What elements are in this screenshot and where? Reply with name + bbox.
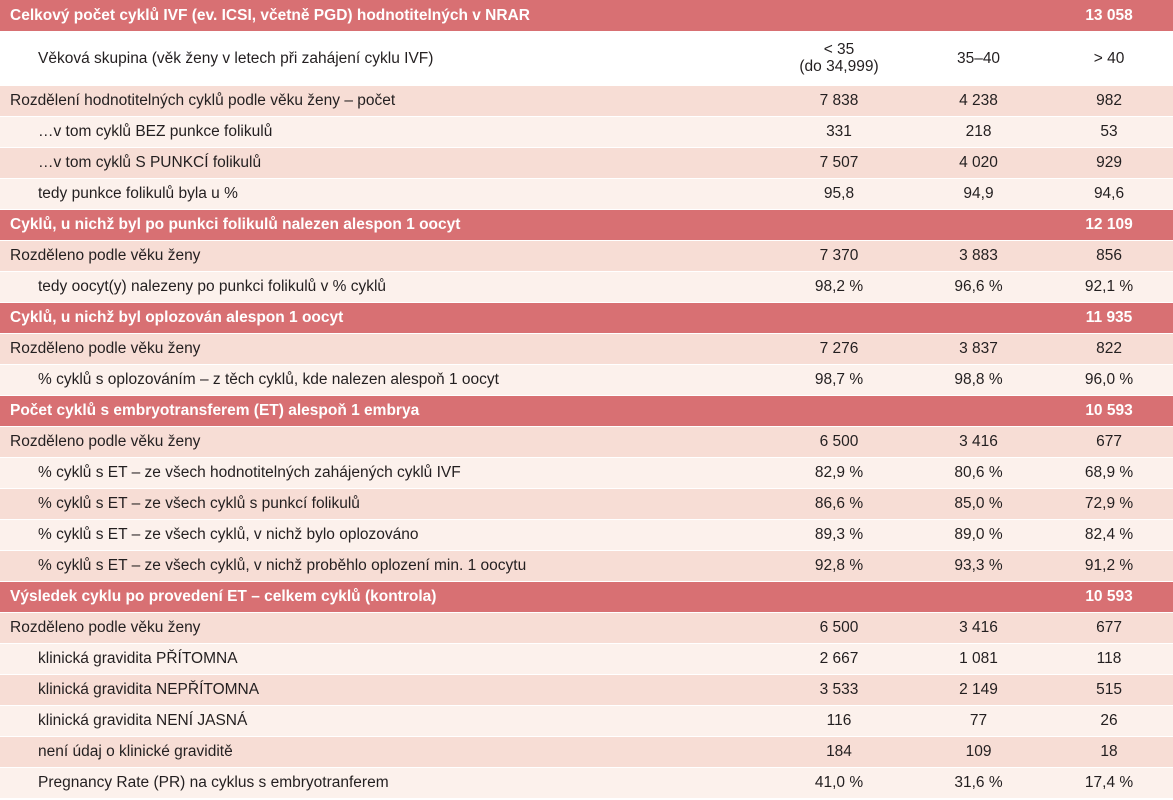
section-header-row (0, 395, 1173, 426)
value-under-35: 41,0 % (766, 767, 912, 798)
value-under-35: 98,2 % (766, 271, 912, 302)
table-row (0, 333, 1173, 364)
row-label: …v tom cyklů BEZ punkce folikulů (0, 116, 766, 147)
value-over-40: 18 (1045, 736, 1173, 767)
row-label: Rozděleno podle věku ženy (0, 426, 766, 457)
value-under-35: 331 (766, 116, 912, 147)
row-label: Rozděleno podle věku ženy (0, 333, 766, 364)
value-under-35: 184 (766, 736, 912, 767)
section-total: 10 593 (1045, 395, 1173, 426)
table-row (0, 736, 1173, 767)
table-row (0, 705, 1173, 736)
value-over-40: 677 (1045, 612, 1173, 643)
value-over-40: 94,6 (1045, 178, 1173, 209)
table-row (0, 612, 1173, 643)
age-group-over-40: > 40 (1045, 31, 1173, 85)
row-label: tedy oocyt(y) nalezeny po punkci folikulů v % cyklů (0, 271, 766, 302)
age-group-row (0, 31, 1173, 85)
value-over-40: 929 (1045, 147, 1173, 178)
section-header-row (0, 302, 1173, 333)
value-over-40: 118 (1045, 643, 1173, 674)
value-under-35: 86,6 % (766, 488, 912, 519)
table-row (0, 147, 1173, 178)
value-under-35: 7 507 (766, 147, 912, 178)
value-under-35: 89,3 % (766, 519, 912, 550)
row-label: klinická gravidita NEPŘÍTOMNA (0, 674, 766, 705)
table-row (0, 240, 1173, 271)
table-row (0, 643, 1173, 674)
value-35-40: 85,0 % (912, 488, 1045, 519)
section-title: Výsledek cyklu po provedení ET – celkem cyklů (kontrola) (0, 581, 1045, 612)
age-group-35-40: 35–40 (912, 31, 1045, 85)
value-over-40: 856 (1045, 240, 1173, 271)
value-over-40: 26 (1045, 705, 1173, 736)
table-row (0, 116, 1173, 147)
section-total: 12 109 (1045, 209, 1173, 240)
row-label: % cyklů s oplozováním – z těch cyklů, kde nalezen alespoň 1 oocyt (0, 364, 766, 395)
value-over-40: 982 (1045, 85, 1173, 116)
value-over-40: 72,9 % (1045, 488, 1173, 519)
value-35-40: 89,0 % (912, 519, 1045, 550)
row-label: Pregnancy Rate (PR) na cyklus s embryotranferem (0, 767, 766, 798)
value-35-40: 4 238 (912, 85, 1045, 116)
value-35-40: 98,8 % (912, 364, 1045, 395)
row-label: % cyklů s ET – ze všech cyklů, v nichž bylo oplozováno (0, 519, 766, 550)
value-35-40: 2 149 (912, 674, 1045, 705)
value-35-40: 3 837 (912, 333, 1045, 364)
value-under-35: 7 370 (766, 240, 912, 271)
row-label: Rozděleno podle věku ženy (0, 240, 766, 271)
value-over-40: 92,1 % (1045, 271, 1173, 302)
value-under-35: 92,8 % (766, 550, 912, 581)
table-row (0, 457, 1173, 488)
value-under-35: 7 838 (766, 85, 912, 116)
value-35-40: 109 (912, 736, 1045, 767)
value-35-40: 94,9 (912, 178, 1045, 209)
row-label: klinická gravidita PŘÍTOMNA (0, 643, 766, 674)
value-under-35: 6 500 (766, 426, 912, 457)
value-under-35: 2 667 (766, 643, 912, 674)
value-over-40: 53 (1045, 116, 1173, 147)
table-row (0, 178, 1173, 209)
age-group-under-35-line2: (do 34,999) (799, 58, 879, 75)
age-group-under-35 (766, 31, 912, 85)
value-over-40: 96,0 % (1045, 364, 1173, 395)
row-label: Rozdělení hodnotitelných cyklů podle věku ženy – počet (0, 85, 766, 116)
value-under-35: 6 500 (766, 612, 912, 643)
value-over-40: 17,4 % (1045, 767, 1173, 798)
row-label: tedy punkce folikulů byla u % (0, 178, 766, 209)
value-under-35: 116 (766, 705, 912, 736)
value-over-40: 677 (1045, 426, 1173, 457)
value-over-40: 822 (1045, 333, 1173, 364)
value-under-35: 7 276 (766, 333, 912, 364)
section-total: 10 593 (1045, 581, 1173, 612)
value-over-40: 82,4 % (1045, 519, 1173, 550)
table-row (0, 426, 1173, 457)
value-35-40: 3 416 (912, 612, 1045, 643)
value-35-40: 3 416 (912, 426, 1045, 457)
row-label: % cyklů s ET – ze všech hodnotitelných zahájených cyklů IVF (0, 457, 766, 488)
value-under-35: 98,7 % (766, 364, 912, 395)
value-35-40: 93,3 % (912, 550, 1045, 581)
age-group-under-35-line1: < 35 (823, 41, 855, 58)
row-label: není údaj o klinické graviditě (0, 736, 766, 767)
value-35-40: 4 020 (912, 147, 1045, 178)
age-group-label: Věková skupina (věk ženy v letech při zahájení cyklu IVF) (0, 31, 766, 85)
value-under-35: 82,9 % (766, 457, 912, 488)
table-row (0, 674, 1173, 705)
table-row (0, 85, 1173, 116)
section-title: Počet cyklů s embryotransferem (ET) alespoň 1 embrya (0, 395, 1045, 426)
value-35-40: 3 883 (912, 240, 1045, 271)
value-over-40: 91,2 % (1045, 550, 1173, 581)
section-title: Cyklů, u nichž byl po punkci folikulů nalezen alespon 1 oocyt (0, 209, 1045, 240)
value-over-40: 515 (1045, 674, 1173, 705)
row-label: % cyklů s ET – ze všech cyklů s punkcí folikulů (0, 488, 766, 519)
row-label: …v tom cyklů S PUNKCÍ folikulů (0, 147, 766, 178)
section-header-row (0, 581, 1173, 612)
section-total: 13 058 (1045, 0, 1173, 31)
value-35-40: 31,6 % (912, 767, 1045, 798)
section-title: Celkový počet cyklů IVF (ev. ICSI, včetně PGD) hodnotitelných v NRAR (0, 0, 1045, 31)
value-under-35: 95,8 (766, 178, 912, 209)
value-35-40: 96,6 % (912, 271, 1045, 302)
row-label: % cyklů s ET – ze všech cyklů, v nichž proběhlo oplození min. 1 oocytu (0, 550, 766, 581)
row-label: Rozděleno podle věku ženy (0, 612, 766, 643)
value-over-40: 68,9 % (1045, 457, 1173, 488)
value-35-40: 1 081 (912, 643, 1045, 674)
value-35-40: 80,6 % (912, 457, 1045, 488)
table-row (0, 364, 1173, 395)
table-row (0, 550, 1173, 581)
table-row (0, 767, 1173, 798)
section-total: 11 935 (1045, 302, 1173, 333)
section-header-row (0, 0, 1173, 31)
value-35-40: 218 (912, 116, 1045, 147)
table-row (0, 488, 1173, 519)
value-under-35: 3 533 (766, 674, 912, 705)
table-row (0, 271, 1173, 302)
section-header-row (0, 209, 1173, 240)
section-title: Cyklů, u nichž byl oplozován alespon 1 oocyt (0, 302, 1045, 333)
value-35-40: 77 (912, 705, 1045, 736)
table-row (0, 519, 1173, 550)
row-label: klinická gravidita NENÍ JASNÁ (0, 705, 766, 736)
